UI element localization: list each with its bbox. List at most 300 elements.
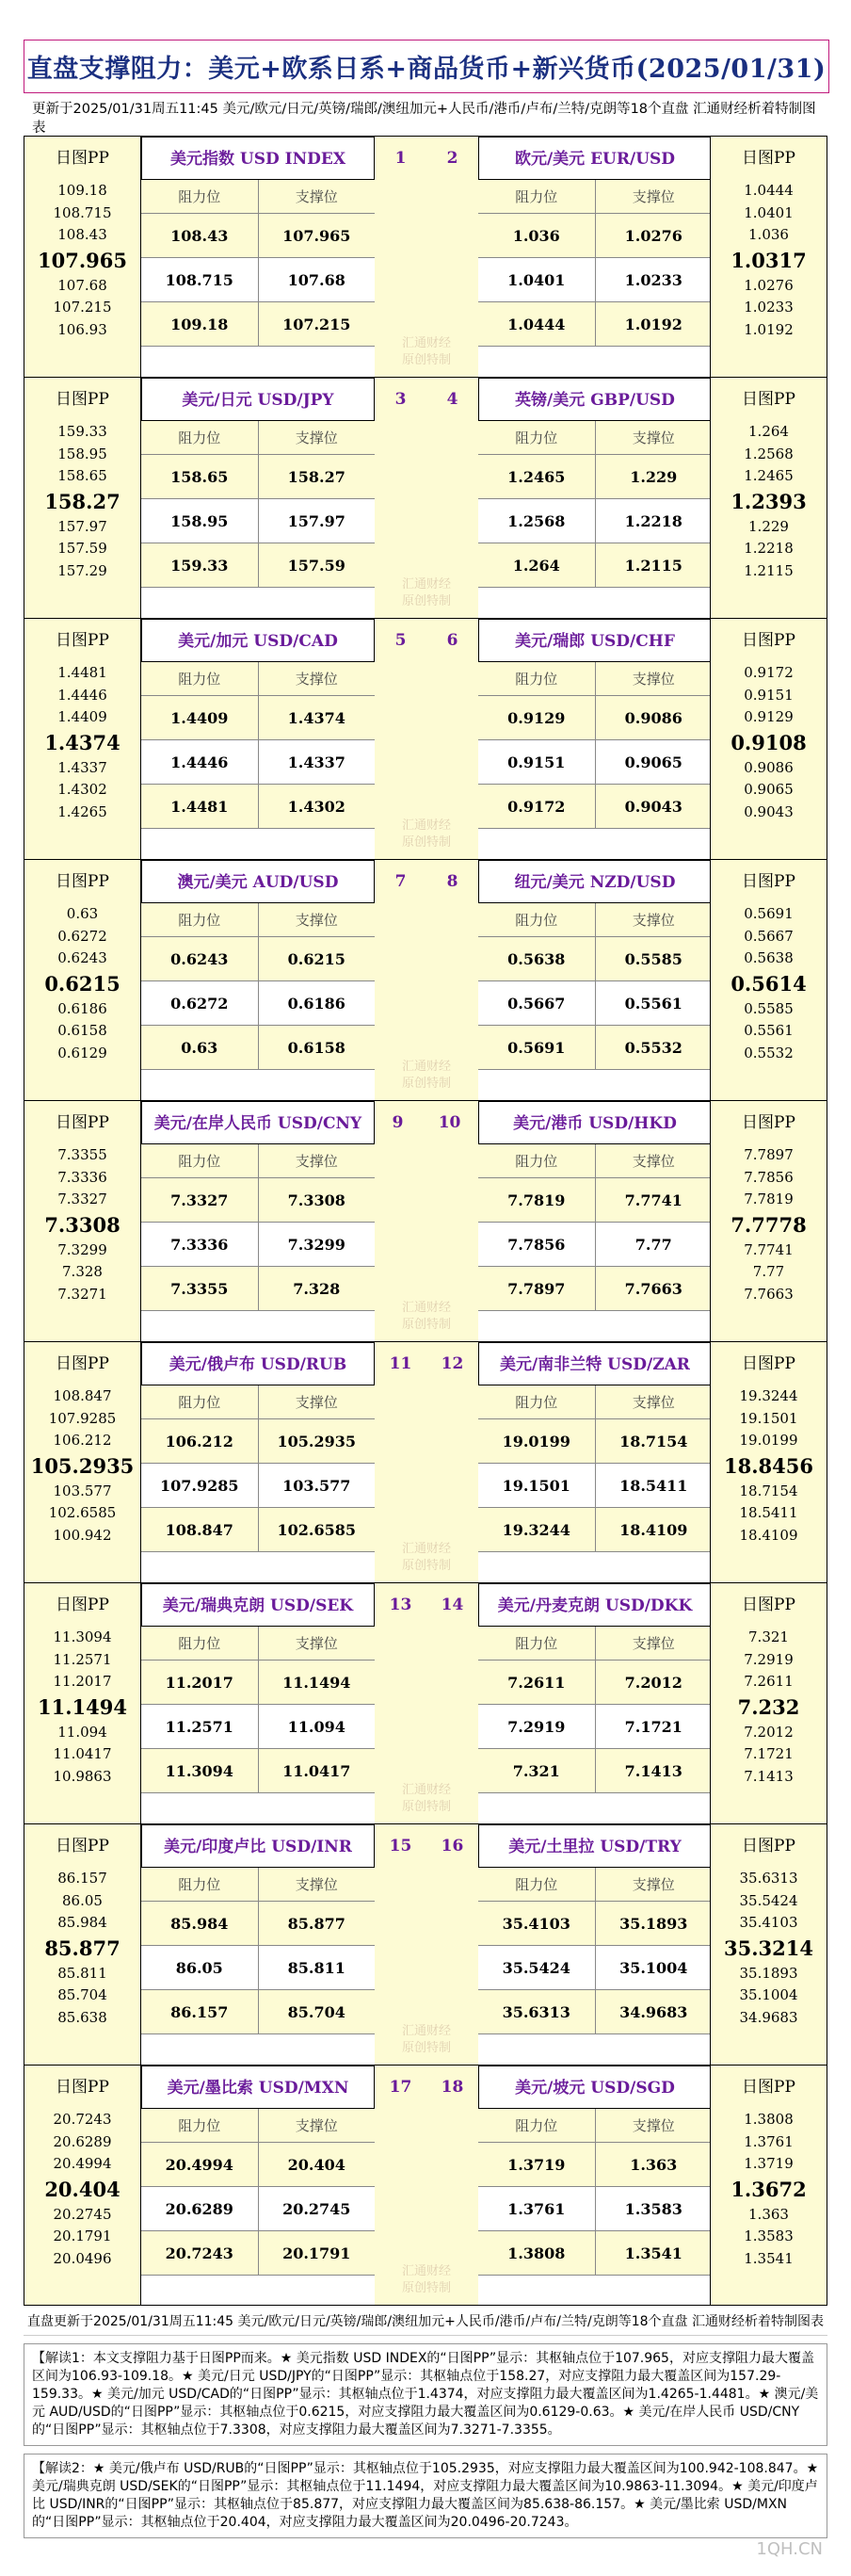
support-value: 1.4374 [287,708,345,727]
sr-table-right [478,137,712,377]
resistance-value: 20.4994 [141,2143,259,2186]
support-value: 85.877 [287,1914,345,1933]
sr-label-row [141,421,375,455]
support-value: 7.7663 [624,1279,682,1298]
support-value: 35.1893 [619,1914,688,1933]
resistance-value: 35.6313 [478,1990,596,2033]
pp-level-value: 0.5532 [744,1044,794,1061]
resistance-value: 19.0199 [478,1419,596,1463]
pp-level-value: 85.704 [57,1986,107,2003]
pair-number: 10 [438,1113,461,1132]
pp-level-value: 19.1501 [739,1409,798,1427]
pp-level-value: 20.6289 [53,2132,112,2150]
daily-pp-column-left [24,137,141,377]
sr-row [141,1419,375,1464]
resistance-value: 1.4409 [141,696,259,739]
pair-number: 18 [441,2078,464,2097]
pp-level-value: 1.264 [748,423,789,440]
resistance-label: 阻力位 [141,421,259,454]
resistance-value: 108.847 [141,1508,259,1551]
sr-label-row [141,903,375,937]
resistance-value: 0.9129 [478,696,596,739]
pair-number: 5 [394,631,407,650]
sr-row [478,981,712,1026]
sr-table-left [141,619,375,859]
support-value: 0.9065 [624,753,682,771]
watermark-text: 汇通财经 原创特制 [401,1301,451,1332]
pair-name: 美元指数 USD INDEX [141,137,375,180]
support-label: 支撑位 [632,188,675,205]
support-label: 支撑位 [632,671,675,688]
pp-level-value: 20.2745 [53,2205,112,2223]
resistance-value: 158.65 [141,455,259,498]
sr-row [141,1990,375,2034]
pp-level-value: 34.9683 [739,2008,798,2026]
support-value: 20.1791 [282,2244,351,2262]
support-value: 0.9086 [624,708,682,727]
pair-index [375,1583,478,1823]
pair-index [375,1824,478,2065]
resistance-label: 阻力位 [478,1868,596,1901]
pp-level-value: 1.3583 [744,2228,794,2244]
resistance-label: 阻力位 [478,1385,596,1418]
resistance-value: 0.5638 [478,937,596,980]
sr-row [141,1946,375,1990]
pair-name: 美元/墨比索 USD/MXN [141,2066,375,2109]
pp-level-value: 0.9086 [744,758,794,776]
resistance-value: 7.7897 [478,1267,596,1310]
support-label: 支撑位 [295,429,338,446]
support-value: 107.68 [287,270,345,289]
sr-label-row [478,1385,712,1419]
pp-level-value: 158.65 [57,467,107,484]
pp-level-value: 11.3094 [53,1628,112,1645]
support-label: 支撑位 [632,2117,675,2134]
sr-row [141,2231,375,2276]
pivot-point-value: 0.6215 [44,971,120,996]
pp-level-value: 107.215 [53,299,112,316]
pp-level-value: 157.29 [57,561,107,579]
resistance-value: 86.157 [141,1990,259,2033]
sr-row [141,543,375,588]
pair-index [375,1101,478,1341]
support-value: 7.7741 [624,1191,682,1209]
support-value: 105.2935 [277,1432,356,1450]
pp-level-value: 20.7243 [53,2111,112,2128]
interpretation-1: 【解读1：本文支撑阻力基于日图PP而来。★ 美元指数 USD INDEX的“日图PP”显示：其枢轴点位于107.965，对应支撑阻力最大覆盖区间为106.93-109.18。★ 美元/日元 USD/JPY的“日图PP”显示：其枢轴点位于158.27，对应支撑阻力最大覆盖区间为157.29-159.33。★ 美元/加元 USD/CAD的“日图PP”显示：其枢轴点位于1.4374，对应支撑阻力最大覆盖区间为1.4265-1.4481。★ 澳元/美元 AUD/USD的“日图PP”显示：其枢轴点位于0.6215，对应支撑阻力最大覆盖区间为0.6129-0.63。★ 美元/在岸人民币 USD/CNY的“日图PP”显示：其枢轴点位于7.3308，对应支撑阻力最大覆盖区间为7.3271-7.3355。 [24,2343,827,2446]
pair-number: 13 [389,1596,412,1614]
support-label: 支撑位 [295,912,338,929]
sr-row [141,740,375,785]
daily-pp-header: 日图PP [56,2078,109,2097]
pair-name: 美元/瑞郎 USD/CHF [478,619,712,662]
pair-number: 8 [446,872,458,891]
sr-row [478,1661,712,1705]
pivot-point-value: 7.232 [737,1694,800,1719]
support-value: 11.1494 [282,1673,351,1692]
pp-level-value: 1.4481 [57,664,107,681]
resistance-value: 11.3094 [141,1749,259,1792]
pp-level-value: 7.3327 [57,1191,107,1207]
daily-pp-column-left [24,2066,141,2305]
pivot-point-value: 0.5614 [731,971,807,996]
pp-level-value: 19.0199 [739,1432,798,1449]
sr-row [478,740,712,785]
pp-level-value: 19.3244 [739,1387,798,1404]
sr-label-row [478,662,712,696]
pp-level-value: 7.7819 [744,1191,794,1207]
resistance-label: 阻力位 [141,1627,259,1660]
resistance-value: 109.18 [141,302,259,346]
pivot-point-value: 85.877 [44,1936,120,1960]
pp-level-value: 7.7663 [744,1285,794,1303]
support-value: 1.0233 [624,270,682,289]
support-value: 103.577 [282,1476,351,1495]
support-value: 7.2012 [624,1673,682,1692]
sr-row [141,214,375,258]
pp-level-value: 85.984 [57,1914,107,1931]
sr-label-row [141,1627,375,1661]
pivot-point-value: 7.7778 [731,1212,807,1237]
sr-row [141,1749,375,1793]
pp-level-value: 107.9285 [48,1409,117,1427]
sr-row [141,1464,375,1508]
pair-name: 美元/加元 USD/CAD [141,619,375,662]
sr-table-right [478,1824,712,2065]
pair-name: 美元/俄卢布 USD/RUB [141,1342,375,1385]
pair-number: 12 [441,1354,464,1373]
sr-table-right [478,2066,712,2305]
support-value: 18.7154 [619,1432,688,1450]
pair-name: 美元/日元 USD/JPY [141,378,375,421]
pp-level-value: 20.0496 [53,2249,112,2267]
sr-row [478,1267,712,1311]
sr-row [478,214,712,258]
sr-table-left [141,2066,375,2305]
support-value: 102.6585 [277,1520,356,1539]
sr-label-row [478,421,712,455]
support-value: 18.5411 [619,1476,688,1495]
daily-pp-header: 日图PP [56,149,109,168]
resistance-value: 7.3327 [141,1178,259,1222]
pp-level-value: 7.3299 [57,1240,107,1258]
sr-label-row [478,1627,712,1661]
pp-level-value: 1.2115 [744,561,794,579]
resistance-value: 35.5424 [478,1946,596,1989]
sr-row [478,1508,712,1552]
pp-level-value: 1.4302 [57,781,107,798]
pp-level-value: 0.9043 [744,802,794,820]
pair-index [375,860,478,1100]
footer-update-line: 直盘更新于2025/01/31周五11:45 美元/欧元/日元/英镑/瑞郎/澳纽加元+人民币/港币/卢布/兰特/克朗等18个直盘 汇通财经析着特制图表 [24,2308,827,2336]
pp-level-value: 18.4109 [739,1526,798,1544]
pp-level-value: 1.0444 [744,182,794,199]
sr-row [478,1705,712,1749]
resistance-value: 108.715 [141,258,259,301]
support-value: 85.704 [287,2002,345,2021]
daily-pp-header: 日图PP [56,631,109,650]
pp-level-value: 7.321 [748,1628,789,1645]
support-value: 1.4337 [287,753,345,771]
daily-pp-header: 日图PP [742,631,795,650]
site-logo[interactable]: 1QH.CN [756,2539,823,2559]
pp-level-value: 18.7154 [739,1482,798,1499]
sr-table-left [141,1824,375,2065]
sr-row [141,1508,375,1552]
pp-level-value: 85.811 [57,1964,107,1982]
pp-level-value: 1.4337 [57,758,107,776]
pp-level-value: 11.2571 [53,1650,112,1668]
support-value: 20.404 [287,2155,345,2174]
sr-row [141,696,375,740]
sr-row [478,302,712,347]
support-label: 支撑位 [295,1876,338,1893]
sr-row [478,1223,712,1267]
support-value: 1.3583 [624,2199,682,2218]
support-value: 35.1004 [619,1958,688,1977]
pp-level-value: 0.6129 [57,1044,107,1061]
pair-name: 美元/在岸人民币 USD/CNY [141,1101,375,1144]
resistance-label: 阻力位 [478,180,596,213]
daily-pp-column-right [710,1101,827,1341]
support-value: 1.2115 [624,556,682,575]
pp-level-value: 1.2218 [744,540,794,557]
resistance-value: 7.2919 [478,1705,596,1748]
resistance-value: 7.7819 [478,1178,596,1222]
pair-block [24,377,827,618]
pp-level-value: 1.229 [748,517,789,535]
update-info: 更新于2025/01/31周五11:45 美元/欧元/日元/英镑/瑞郎/澳纽加元+人民币/港币/卢布/兰特/克朗等18个直盘 汇通财经析着特制图表 [32,102,816,136]
resistance-value: 1.4481 [141,785,259,828]
pp-level-value: 7.328 [62,1263,103,1280]
sr-row [141,1178,375,1223]
pp-level-value: 0.5691 [744,905,794,922]
sr-label-row [478,2109,712,2143]
support-value: 7.1721 [624,1717,682,1736]
resistance-label: 阻力位 [141,1868,259,1901]
resistance-value: 11.2017 [141,1661,259,1704]
daily-pp-column-right [710,860,827,1100]
sr-row [478,1178,712,1223]
sr-row [141,2187,375,2231]
pp-level-value: 0.6243 [57,949,107,966]
watermark-text: 汇通财经 原创特制 [401,336,451,367]
pivot-point-value: 107.965 [38,248,127,272]
pp-level-value: 102.6585 [48,1504,117,1521]
daily-pp-column-left [24,860,141,1100]
support-label: 支撑位 [295,671,338,688]
pair-number: 1 [394,149,407,168]
pair-name: 美元/坡元 USD/SGD [478,2066,712,2109]
sr-label-row [141,1385,375,1419]
resistance-value: 106.212 [141,1419,259,1463]
daily-pp-column-right [710,1824,827,2065]
pp-level-value: 1.4409 [57,708,107,725]
daily-pp-header: 日图PP [56,872,109,891]
sr-row [478,543,712,588]
pp-level-value: 7.3271 [57,1285,107,1303]
sr-label-row [478,1144,712,1178]
pp-level-value: 1.3719 [744,2155,794,2172]
pp-level-value: 1.2568 [744,445,794,462]
support-label: 支撑位 [632,1876,675,1893]
sr-table-left [141,1101,375,1341]
support-value: 11.094 [287,1717,345,1736]
support-value: 0.5585 [624,949,682,968]
support-label: 支撑位 [632,429,675,446]
pp-level-value: 86.157 [57,1870,107,1887]
daily-pp-header: 日图PP [742,390,795,409]
pp-level-value: 0.6186 [57,999,107,1017]
pivot-point-value: 105.2935 [30,1453,135,1478]
pp-level-value: 35.1893 [739,1964,798,1982]
support-label: 支撑位 [632,1635,675,1652]
pp-level-value: 10.9863 [53,1767,112,1785]
support-label: 支撑位 [295,188,338,205]
pair-block [24,1341,827,1582]
pp-level-value: 7.2919 [744,1650,794,1668]
resistance-value: 0.63 [141,1026,259,1069]
resistance-label: 阻力位 [478,2109,596,2142]
sr-row [478,937,712,981]
support-value: 1.363 [630,2155,678,2174]
pair-number: 14 [441,1596,464,1614]
footer [24,2308,827,2538]
daily-pp-column-right [710,2066,827,2305]
pair-block [24,859,827,1100]
sr-row [141,455,375,499]
pivot-point-value: 1.4374 [44,730,120,754]
pp-level-value: 106.93 [57,320,107,338]
support-label: 支撑位 [632,912,675,929]
support-value: 157.59 [287,556,345,575]
support-value: 0.9043 [624,797,682,816]
sr-row [478,1990,712,2034]
pair-index [375,619,478,859]
watermark-text: 汇通财经 原创特制 [401,577,451,608]
pp-level-value: 7.3336 [57,1168,107,1186]
watermark-text: 汇通财经 原创特制 [401,1060,451,1091]
sr-row [141,2143,375,2187]
daily-pp-header: 日图PP [56,1837,109,1855]
sr-row [478,1946,712,1990]
support-value: 7.3308 [287,1191,345,1209]
sr-label-row [141,180,375,214]
pp-level-value: 1.0192 [744,320,794,338]
watermark-text: 汇通财经 原创特制 [401,1783,451,1814]
sr-table-left [141,1583,375,1823]
daily-pp-column-left [24,619,141,859]
pp-level-value: 109.18 [57,182,107,199]
pivot-point-value: 1.2393 [731,489,807,513]
sr-row [141,785,375,829]
support-value: 1.0276 [624,226,682,245]
support-value: 7.3299 [287,1235,345,1254]
resistance-value: 7.3336 [141,1223,259,1266]
sr-row [141,1705,375,1749]
support-value: 0.6186 [287,994,345,1013]
resistance-value: 7.2611 [478,1661,596,1704]
resistance-label: 阻力位 [141,903,259,936]
resistance-value: 7.7856 [478,1223,596,1266]
resistance-value: 0.9172 [478,785,596,828]
pp-level-value: 7.7856 [744,1168,794,1186]
pp-level-value: 20.1791 [53,2228,112,2244]
sr-row [478,1026,712,1070]
sr-table-right [478,619,712,859]
support-label: 支撑位 [295,1394,338,1411]
resistance-value: 0.5691 [478,1026,596,1069]
pair-name: 美元/印度卢比 USD/INR [141,1824,375,1868]
pp-level-value: 1.0276 [744,276,794,294]
support-value: 1.3541 [624,2244,682,2262]
pair-block [24,2065,827,2306]
pp-level-value: 0.9065 [744,781,794,798]
pp-level-value: 7.2012 [744,1723,794,1741]
sr-row [478,258,712,302]
pp-level-value: 158.95 [57,445,107,462]
pivot-point-value: 1.0317 [731,248,807,272]
pp-level-value: 1.363 [748,2205,789,2223]
pp-level-value: 108.715 [53,203,112,221]
daily-pp-header: 日图PP [742,1837,795,1855]
watermark-text: 汇通财经 原创特制 [401,818,451,850]
pair-name: 纽元/美元 NZD/USD [478,860,712,903]
pair-name: 美元/瑞典克朗 USD/SEK [141,1583,375,1627]
sr-row [478,499,712,543]
resistance-value: 158.95 [141,499,259,543]
resistance-value: 7.321 [478,1749,596,1792]
support-label: 支撑位 [295,1153,338,1170]
pp-level-value: 1.3761 [744,2132,794,2150]
support-value: 18.4109 [619,1520,688,1539]
daily-pp-header: 日图PP [742,1113,795,1132]
pp-level-value: 11.094 [57,1723,107,1741]
daily-pp-column-left [24,378,141,618]
sr-label-row [141,1868,375,1902]
sr-table-right [478,860,712,1100]
pair-block [24,618,827,859]
resistance-value: 1.4446 [141,740,259,784]
resistance-label: 阻力位 [141,2109,259,2142]
support-value: 7.1413 [624,1761,682,1780]
pp-level-value: 1.0401 [744,203,794,221]
resistance-value: 107.9285 [141,1464,259,1507]
pp-level-value: 20.4994 [53,2155,112,2172]
support-label: 支撑位 [295,1635,338,1652]
pair-number: 17 [389,2078,412,2097]
sr-label-row [478,903,712,937]
daily-pp-header: 日图PP [742,872,795,891]
daily-pp-column-left [24,1824,141,2065]
sr-table-right [478,378,712,618]
resistance-value: 108.43 [141,214,259,257]
pair-number: 7 [394,872,407,891]
support-value: 107.965 [282,226,351,245]
daily-pp-column-right [710,137,827,377]
watermark-text: 汇通财经 原创特制 [401,1542,451,1573]
watermark-text: 汇通财经 原创特制 [401,2024,451,2055]
pp-level-value: 0.6272 [57,927,107,945]
pair-index [375,378,478,618]
resistance-value: 1.3719 [478,2143,596,2186]
support-value: 1.2218 [624,511,682,530]
resistance-value: 0.5667 [478,981,596,1025]
support-value: 157.97 [287,511,345,530]
resistance-label: 阻力位 [478,903,596,936]
sr-row [141,258,375,302]
resistance-value: 1.3808 [478,2231,596,2275]
